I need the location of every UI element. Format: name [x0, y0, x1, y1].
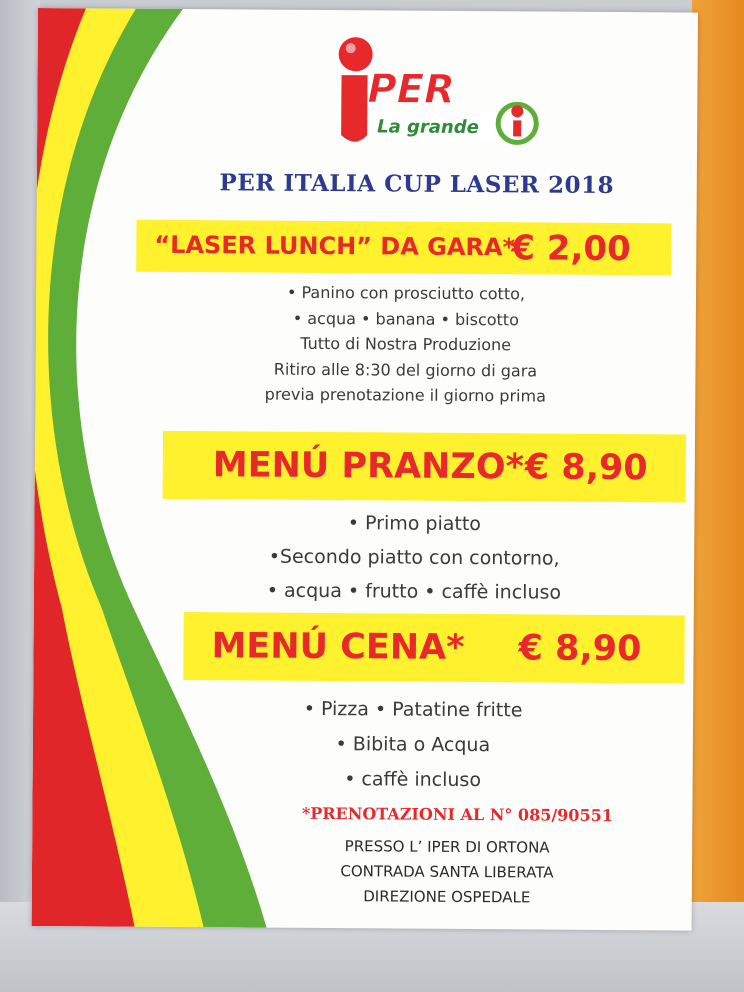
- booking-phone: *PRENOTAZIONI AL N° 085/90551: [301, 803, 613, 826]
- banner-menu-pranzo: [163, 431, 686, 503]
- flyer-sheet: [32, 8, 698, 931]
- iper-logo: [327, 30, 558, 157]
- list-item: • acqua • frutto • caffè incluso: [266, 579, 562, 604]
- laser-lunch-items: [185, 279, 626, 410]
- banner-menu-cena: [183, 612, 684, 683]
- list-item: • Primo piatto: [347, 512, 482, 536]
- address-line: CONTRADA SANTA LIBERATA: [340, 862, 554, 882]
- list-item: • caffè incluso: [344, 768, 482, 792]
- list-item: •Secondo piatto con contorno,: [268, 545, 560, 570]
- offer-price: € 8,90: [524, 447, 648, 489]
- svg-text:La grande: La grande: [377, 116, 479, 139]
- event-title: PER ITALIA CUP LASER 2018: [219, 169, 615, 200]
- list-item: • acqua • banana • biscotto: [292, 308, 519, 329]
- list-item: Tutto di Nostra Produzione: [300, 333, 512, 355]
- list-item: • Pizza • Patatine fritte: [303, 697, 523, 722]
- list-item: • Bibita o Acqua: [335, 733, 491, 757]
- offer-price: € 8,90: [518, 628, 642, 670]
- list-item: previa prenotazione il giorno prima: [264, 384, 546, 406]
- menu-cena-items: [233, 691, 594, 799]
- address-block: [282, 834, 613, 911]
- address-line: DIREZIONE OSPEDALE: [363, 887, 531, 907]
- offer-price: € 2,00: [511, 228, 631, 270]
- address-line: PRESSO L’ IPER DI ORTONA: [344, 837, 550, 857]
- list-item: Ritiro alle 8:30 del giorno di gara: [273, 359, 538, 380]
- background-wall-right: [692, 0, 744, 992]
- offer-name: MENÚ CENA*: [211, 626, 465, 668]
- menu-pranzo-items: [194, 505, 635, 610]
- offer-name: MENÚ PRANZO*: [212, 445, 525, 488]
- list-item: • Panino con prosciutto cotto,: [286, 282, 526, 304]
- banner-laser-lunch: [136, 220, 671, 276]
- offer-name: “LASER LUNCH” DA GARA*: [154, 230, 516, 262]
- svg-text:PER: PER: [367, 66, 456, 113]
